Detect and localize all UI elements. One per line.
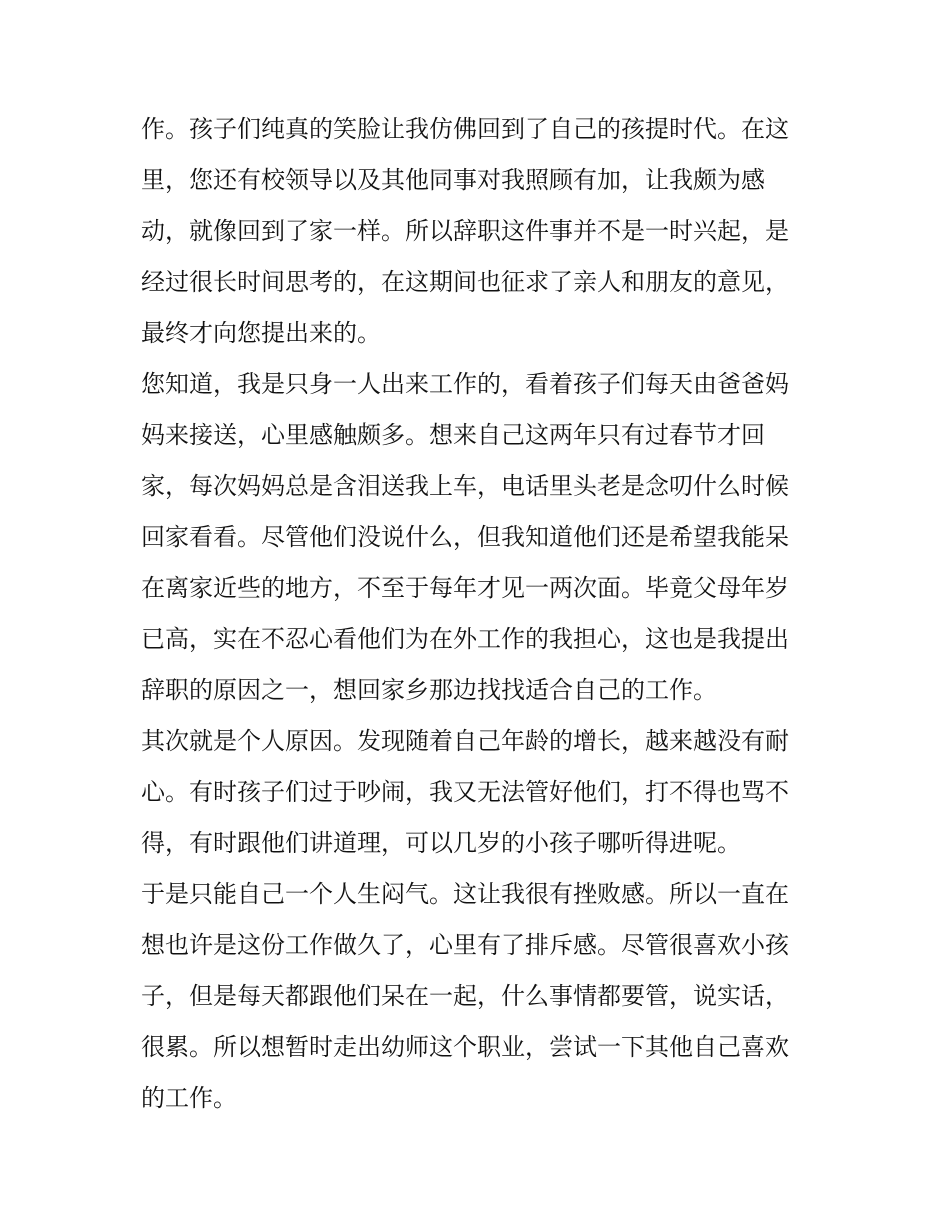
text-line: 辞职的原因之一，想回家乡那边找找适合自己的工作。 [141, 676, 717, 704]
text-line: 妈来接送，心里感触颇多。想来自己这两年只有过春节才回 [141, 421, 765, 449]
text-line: 已高，实在不忍心看他们为在外工作的我担心，这也是我提出 [141, 625, 789, 653]
text-line: 您知道，我是只身一人出来工作的，看着孩子们每天由爸爸妈 [141, 370, 789, 398]
text-line: 最终才向您提出来的。 [141, 319, 381, 347]
text-line: 很累。所以想暂时走出幼师这个职业，尝试一下其他自己喜欢 [141, 1033, 789, 1061]
text-line: 作。孩子们纯真的笑脸让我仿佛回到了自己的孩提时代。在这 [141, 115, 789, 143]
text-line: 得，有时跟他们讲道理，可以几岁的小孩子哪听得进呢。 [141, 829, 741, 857]
text-line: 心。有时孩子们过于吵闹，我又无法管好他们，打不得也骂不 [141, 778, 789, 806]
text-line: 子，但是每天都跟他们呆在一起，什么事情都要管，说实话， [141, 982, 789, 1010]
text-line: 在离家近些的地方，不至于每年才见一两次面。毕竟父母年岁 [141, 574, 789, 602]
text-line: 经过很长时间思考的，在这期间也征求了亲人和朋友的意见， [141, 268, 789, 296]
text-line: 回家看看。尽管他们没说什么，但我知道他们还是希望我能呆 [141, 523, 789, 551]
body-text [141, 104, 821, 1124]
text-line: 于是只能自己一个人生闷气。这让我很有挫败感。所以一直在 [141, 880, 789, 908]
text-line: 动，就像回到了家一样。所以辞职这件事并不是一时兴起，是 [141, 217, 789, 245]
text-line: 家，每次妈妈总是含泪送我上车，电话里头老是念叨什么时候 [141, 472, 789, 500]
text-line: 其次就是个人原因。发现随着自己年龄的增长，越来越没有耐 [141, 727, 789, 755]
text-line: 的工作。 [141, 1084, 237, 1112]
text-line: 里，您还有校领导以及其他同事对我照顾有加，让我颇为感 [141, 166, 765, 194]
text-line: 想也许是这份工作做久了，心里有了排斥感。尽管很喜欢小孩 [141, 931, 789, 959]
